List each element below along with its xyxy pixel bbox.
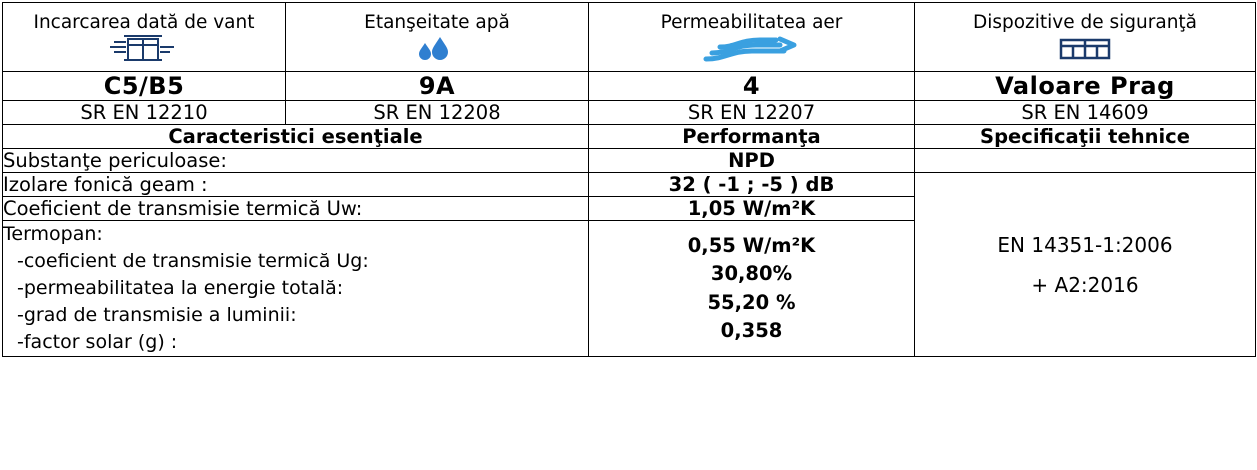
- header-cell-wind-load: [3, 3, 286, 72]
- header-title-wind-load: Incarcarea dată de vant: [33, 12, 255, 33]
- technical-spec-cell: [915, 173, 1256, 357]
- glazing-unit-title: Termopan:: [3, 223, 103, 246]
- wind-load-icon: [3, 33, 285, 71]
- section-header-characteristics: Caracteristici esenţiale: [3, 125, 589, 149]
- table-row: [3, 173, 1256, 197]
- header-title-safety-devices: Dispozitive de siguranţă: [972, 12, 1198, 33]
- value-wind-load: C5/B5: [3, 72, 286, 101]
- row-value-uw: 1,05 W/m²K: [589, 197, 915, 221]
- value-water-tightness: 9A: [286, 72, 589, 101]
- value-safety-devices: Valoare Prag: [915, 72, 1256, 101]
- table-standards-row: [3, 101, 1256, 125]
- glazing-value-energy: 30,80%: [710, 262, 793, 286]
- row-label-uw: Coeficient de transmisie termică Uw:: [3, 197, 589, 221]
- glazing-value-light: 55,20 %: [707, 290, 796, 314]
- row-technical-blank: [915, 149, 1256, 173]
- product-performance-table: [2, 2, 1256, 357]
- standard-air-permeability: SR EN 12207: [589, 101, 915, 125]
- row-value-glazing-unit: [589, 221, 915, 357]
- air-flow-icon: [589, 33, 914, 71]
- value-air-permeability: 4: [589, 72, 915, 101]
- row-label-acoustic-insulation: Izolare fonică geam :: [3, 173, 589, 197]
- row-label-glazing-unit: [3, 221, 589, 357]
- header-title-water-tightness: Etanşeitate apă: [364, 12, 510, 33]
- header-cell-water-tightness: [286, 3, 589, 72]
- header-cell-air-permeability: [589, 3, 915, 72]
- technical-spec-line2: + A2:2016: [1031, 272, 1139, 297]
- glazing-unit-item-solar: -factor solar (g) :: [17, 331, 178, 354]
- glazing-value-solar: 0,358: [720, 318, 783, 342]
- glazing-unit-item-light: -grad de transmisie a luminii:: [17, 304, 297, 327]
- row-label-dangerous-substances: Substanţe periculoase:: [3, 149, 589, 173]
- safety-device-icon: [915, 33, 1255, 71]
- glazing-unit-item-ug: -coeficient de transmisie termică Ug:: [17, 250, 369, 273]
- table-row: [3, 149, 1256, 173]
- standard-water-tightness: SR EN 12208: [286, 101, 589, 125]
- header-cell-safety-devices: [915, 3, 1256, 72]
- glazing-value-ug: 0,55 W/m²K: [687, 234, 816, 258]
- table-values-row: [3, 72, 1256, 101]
- table-header-row: [3, 3, 1256, 72]
- glazing-unit-item-energy: -permeabilitatea la energie totală:: [17, 277, 344, 300]
- row-value-dangerous-substances: NPD: [589, 149, 915, 173]
- row-value-acoustic-insulation: 32 ( -1 ; -5 ) dB: [589, 173, 915, 197]
- section-header-performance: Performanţa: [589, 125, 915, 149]
- standard-wind-load: SR EN 12210: [3, 101, 286, 125]
- header-title-air-permeability: Permeabilitatea aer: [660, 12, 843, 33]
- section-header-technical: Specificaţii tehnice: [915, 125, 1256, 149]
- water-drops-icon: [286, 33, 588, 71]
- technical-spec-line1: EN 14351-1:2006: [997, 232, 1173, 257]
- standard-safety-devices: SR EN 14609: [915, 101, 1256, 125]
- table-section-header-row: [3, 125, 1256, 149]
